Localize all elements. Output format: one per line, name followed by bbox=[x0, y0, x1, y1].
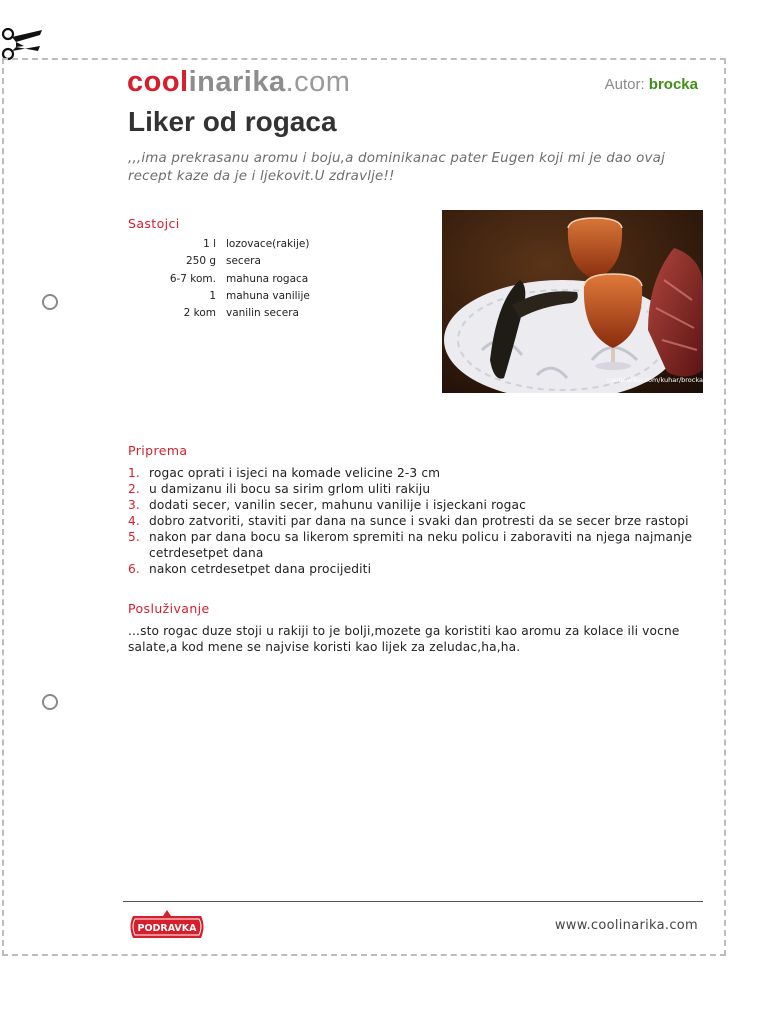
ingredient-row bbox=[128, 253, 428, 270]
step-item bbox=[128, 497, 708, 513]
ingredient-quantity: 250 g bbox=[185, 255, 216, 268]
ingredient-name: mahuna vanilije bbox=[226, 289, 310, 302]
step-number: 2. bbox=[128, 482, 140, 496]
recipe-photo bbox=[442, 210, 703, 393]
ingredient-row bbox=[128, 288, 428, 305]
recipe-title: Liker od rogaca bbox=[128, 106, 337, 137]
ingredient-quantity: 2 kom bbox=[183, 307, 216, 320]
podravka-logo bbox=[127, 910, 207, 942]
step-text: dodati secer, vanilin secer, mahunu vanilije i isjeckani rogac bbox=[149, 498, 526, 512]
step-number: 3. bbox=[128, 498, 140, 512]
step-item bbox=[128, 465, 708, 481]
author-label: Autor: bbox=[604, 76, 645, 93]
step-text: nakon par dana bocu sa likerom spremiti na neku policu i zaboraviti na njega najmanje cetrdesetpet dana bbox=[149, 530, 693, 560]
step-text: nakon cetrdesetpet dana procijediti bbox=[149, 562, 372, 576]
ingredient-name: vanilin secera bbox=[226, 307, 299, 320]
ingredient-quantity: 1 bbox=[209, 289, 216, 302]
step-item bbox=[128, 513, 708, 529]
step-item bbox=[128, 561, 708, 577]
step-number: 4. bbox=[128, 514, 140, 528]
photo-watermark: coolinarika.com/kuhar/brocka bbox=[607, 376, 703, 384]
author-name: brocka bbox=[648, 76, 698, 93]
podravka-wordmark: PODRAVKA bbox=[137, 923, 197, 934]
binder-hole bbox=[42, 694, 58, 710]
step-number: 6. bbox=[128, 562, 140, 576]
serving-heading: Posluživanje bbox=[128, 601, 210, 616]
preparation-steps bbox=[128, 465, 708, 577]
ingredient-name: secera bbox=[226, 255, 261, 268]
serving-text: ...sto rogac duze stoji u rakiji to je bolji,mozete ga koristiti kao aromu za kolace ili vocne salate,a kod mene se najvise koristi kao lijek za zeludac,ha,ha. bbox=[128, 624, 680, 654]
ingredient-row bbox=[128, 271, 428, 288]
coolinarika-logo: coolinarika.com bbox=[127, 66, 351, 98]
step-item bbox=[128, 481, 708, 497]
ingredient-name: mahuna rogaca bbox=[226, 272, 309, 285]
ingredient-quantity: 1 l bbox=[203, 238, 216, 250]
step-text: u damizanu ili bocu sa sirim grlom uliti rakiju bbox=[149, 482, 431, 496]
step-number: 1. bbox=[128, 466, 140, 480]
author-line bbox=[605, 76, 698, 93]
footer-divider bbox=[123, 901, 703, 902]
ingredient-row bbox=[128, 305, 428, 322]
binder-hole bbox=[42, 294, 58, 310]
step-number: 5. bbox=[128, 530, 140, 544]
recipe-intro: ,,,ima prekrasanu aromu i boju,a dominikanac pater Eugen koji mi je dao ovaj recept kaze da je i ljekovit.U zdravlje!! bbox=[128, 151, 666, 184]
ingredient-row bbox=[128, 236, 428, 253]
step-text: dobro zatvoriti, staviti par dana na sunce i svaki dan protresti da se secer brze rastopi bbox=[149, 514, 689, 528]
step-item bbox=[128, 529, 708, 561]
ingredient-quantity: 6-7 kom. bbox=[169, 272, 216, 285]
step-text: rogac oprati i isjeci na komade velicine 2-3 cm bbox=[149, 466, 441, 480]
footer-website: www.coolinarika.com bbox=[554, 918, 698, 933]
ingredients-list bbox=[128, 236, 428, 322]
ingredients-heading: Sastojci bbox=[128, 216, 180, 231]
preparation-heading: Priprema bbox=[128, 443, 188, 458]
ingredient-name: lozovace(rakije) bbox=[226, 238, 310, 250]
